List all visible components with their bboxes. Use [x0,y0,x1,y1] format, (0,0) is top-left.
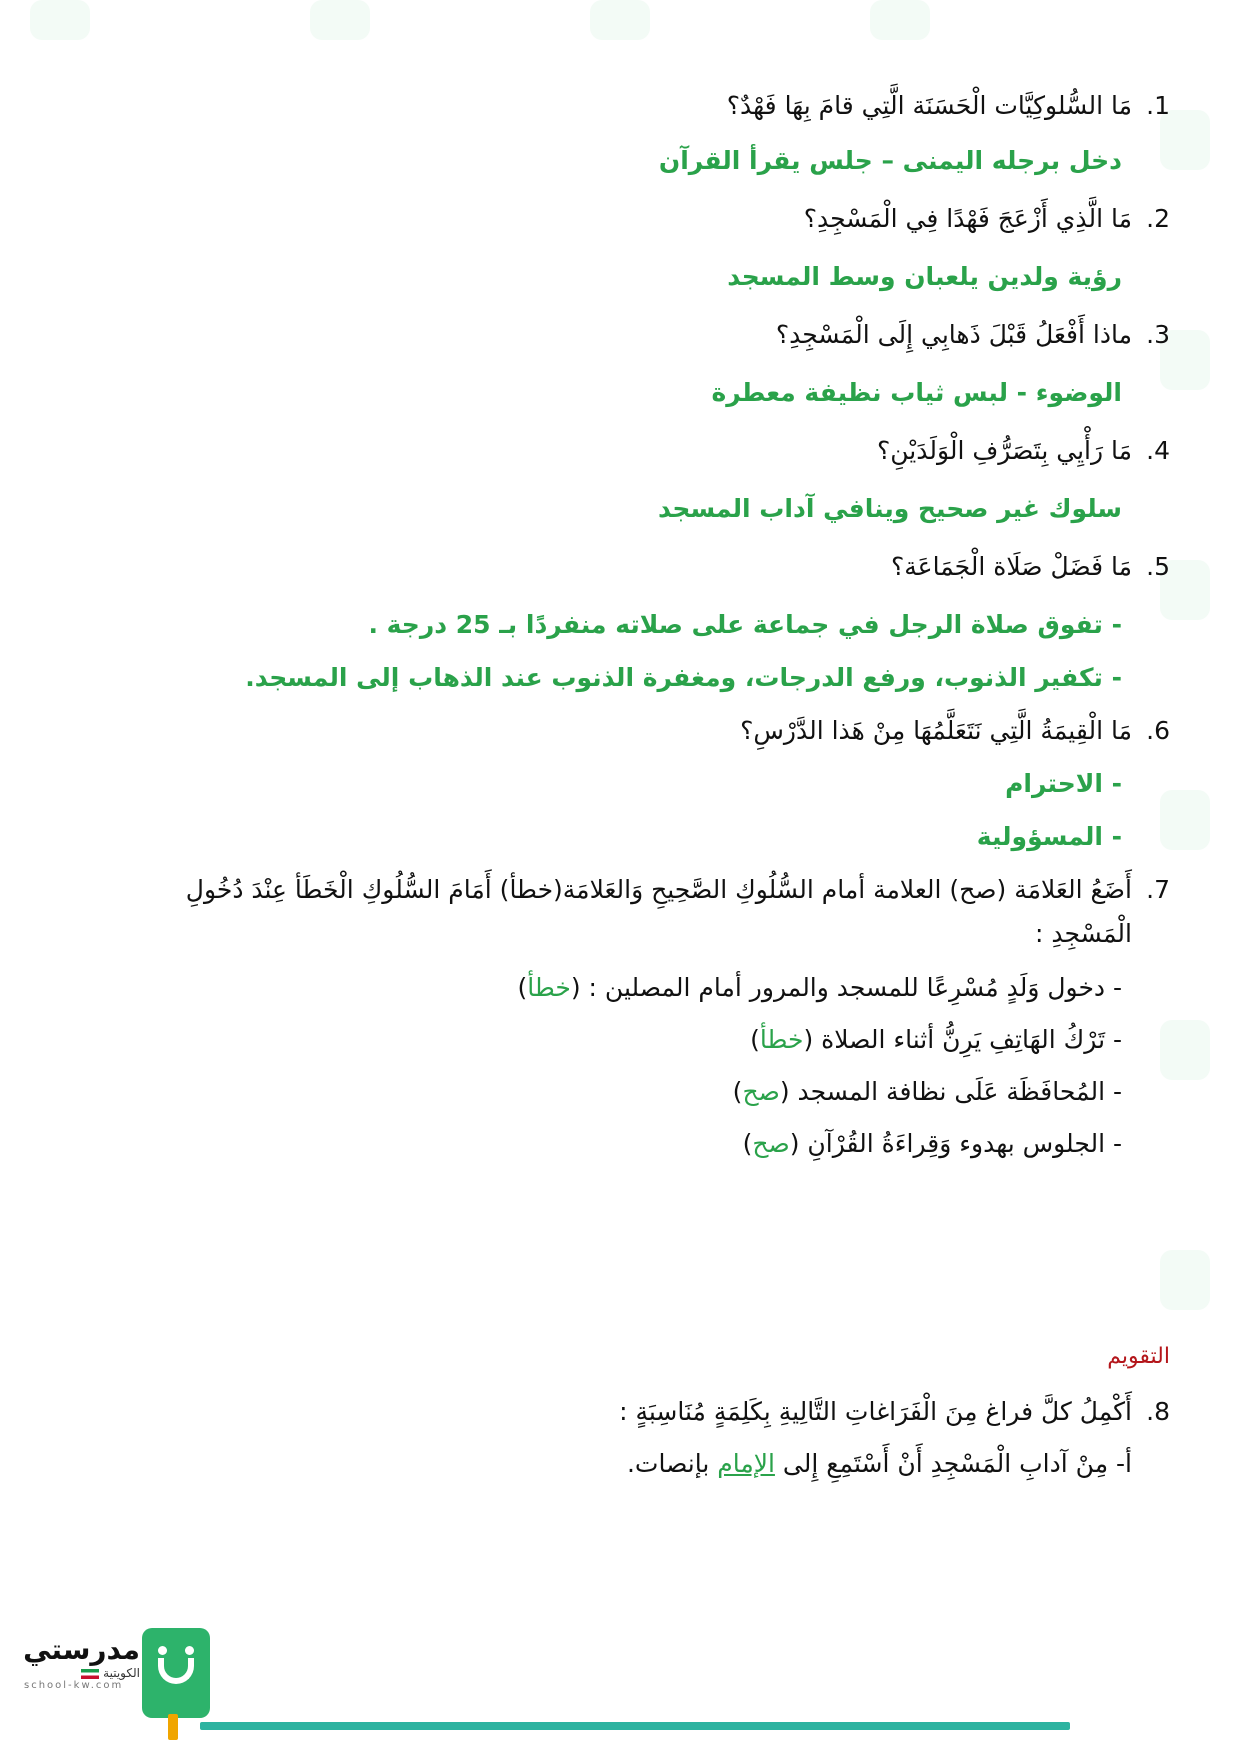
checklist-item [120,970,1170,1005]
watermark-tile [870,0,930,40]
answer-line: - المسؤولية [976,822,1122,851]
question-number: 4. [1146,436,1170,465]
question-number: 7. [1146,875,1170,904]
question-text: ماذا أَفْعَلُ قَبْلَ ذَهابِي إِلَى الْمَسْجِدِ؟ [775,320,1132,349]
checklist-item [120,1126,1170,1161]
footer-divider [200,1722,1070,1730]
question-line [120,433,1170,468]
question-number: 5. [1146,552,1170,581]
checklist-mark: خطأ [527,973,571,1002]
question-number: 3. [1146,320,1170,349]
answer-line: الوضوء - لبس ثياب نظيفة معطرة [711,378,1122,407]
question-block [120,433,1170,526]
question-line [120,713,1170,748]
question-text: مَا السُّلوكِيَّات الْحَسَنَة الَّتِي قامَ بِهَا فَهْدٌ؟ [726,91,1132,120]
checklist-mark: خطأ [759,1025,804,1054]
checklist-paren: ) [742,1129,753,1158]
answer-line: سلوك غير صحيح وينافي آداب المسجد [657,494,1122,523]
question-block [120,868,1170,1161]
checklist-item [120,1022,1170,1057]
question-number: 2. [1146,204,1170,233]
section-title: التقويم [1107,1344,1170,1369]
question-text: مَا الَّذِي أَزْعَجَ فَهْدًا فِي الْمَسْجِدِ؟ [803,204,1132,233]
question-number: 1. [1146,91,1170,120]
logo-url: school-kw.com [24,1680,124,1691]
fill-blank-text: أ- مِنْ آدابِ الْمَسْجِدِ أَنْ أَسْتَمِعِ إِلى [774,1449,1132,1478]
checklist-item-text: - الجلوس بهدوء وَقِراءَةُ القُرْآنِ ( [789,1129,1122,1158]
answer-line: - الاحترام [1005,769,1122,798]
logo-badge-icon [142,1628,210,1718]
answer-line: - تفوق صلاة الرجل في جماعة على صلاته منفردًا بـ 25 درجة . [368,610,1122,639]
question-block [120,88,1170,178]
question-line [120,88,1170,123]
checklist-item-text: - دخول وَلَدٍ مُسْرِعًا للمسجد والمرور أمام المصلين : ( [570,973,1122,1002]
logo-text [24,1634,140,1691]
checklist-mark: صح [752,1129,790,1158]
site-logo [22,1620,212,1750]
question-line [120,549,1170,584]
question-block [120,201,1170,294]
watermark-tile [590,0,650,40]
question-line [120,868,1170,956]
question-text: مَا رَأْيِي بِتَصَرُّفِ الْوَلَدَيْنِ؟ [876,436,1132,465]
fill-blank-text-end: بإنصات. [626,1449,718,1478]
answer-line: رؤية ولدين يلعبان وسط المسجد [727,262,1122,291]
evaluation-section [120,1339,1170,1481]
checklist-paren: ) [732,1077,743,1106]
question-text: مَا الْقِيمَةُ الَّتِي نَتَعَلَّمُهَا مِنْ هَذا الدَّرْسِ؟ [740,716,1132,745]
fill-blank-item [120,1446,1170,1481]
worksheet-page [120,88,1170,1481]
question-block [120,317,1170,410]
logo-title: مدرستي [23,1633,140,1666]
logo-country [24,1666,140,1680]
fill-blank-answer: الإمام [717,1449,775,1478]
checklist-item-text: - المُحافَظَة عَلَى نظافة المسجد ( [779,1077,1122,1106]
question-line [120,1394,1170,1429]
question-block [120,549,1170,695]
checklist-mark: صح [742,1077,780,1106]
question-line [120,317,1170,352]
question-line [120,201,1170,236]
kuwait-flag-icon [81,1669,99,1679]
checklist-paren: ) [750,1025,760,1054]
logo-country-label: الكويتية [103,1666,140,1680]
checklist-paren: ) [517,973,528,1002]
answer-line: - تكفير الذنوب، ورفع الدرجات، ومغفرة الذنوب عند الذهاب إلى المسجد. [245,663,1122,692]
question-text: أَضَعُ العَلامَة (صح) العلامة أمام السُّلُوكِ الصَّحِيحِ وَالعَلامَة(خطأ) أَمَامَ السُّلُوكِ الْخَطَأ عِنْدَ دُخُولِ الْمَسْجِدِ : [185,875,1132,948]
question-number: 8. [1146,1397,1170,1426]
watermark-tile [310,0,370,40]
answer-line: دخل برجله اليمنى – جلس يقرأ القرآن [658,146,1122,175]
watermark-tile [30,0,90,40]
question-number: 6. [1146,716,1170,745]
question-text: أَكْمِلُ كلَّ فراغ مِنَ الْفَرَاغاتِ التَّالِيةِ بِكَلِمَةٍ مُنَاسِبَةٍ : [619,1397,1132,1426]
question-block [120,713,1170,854]
question-text: مَا فَضَلْ صَلَاة الْجَمَاعَة؟ [890,552,1132,581]
checklist-item-text: - تَرْكُ الهَاتِفِ يَرِنُّ أثناء الصلاة ( [803,1025,1122,1054]
checklist-item [120,1074,1170,1109]
